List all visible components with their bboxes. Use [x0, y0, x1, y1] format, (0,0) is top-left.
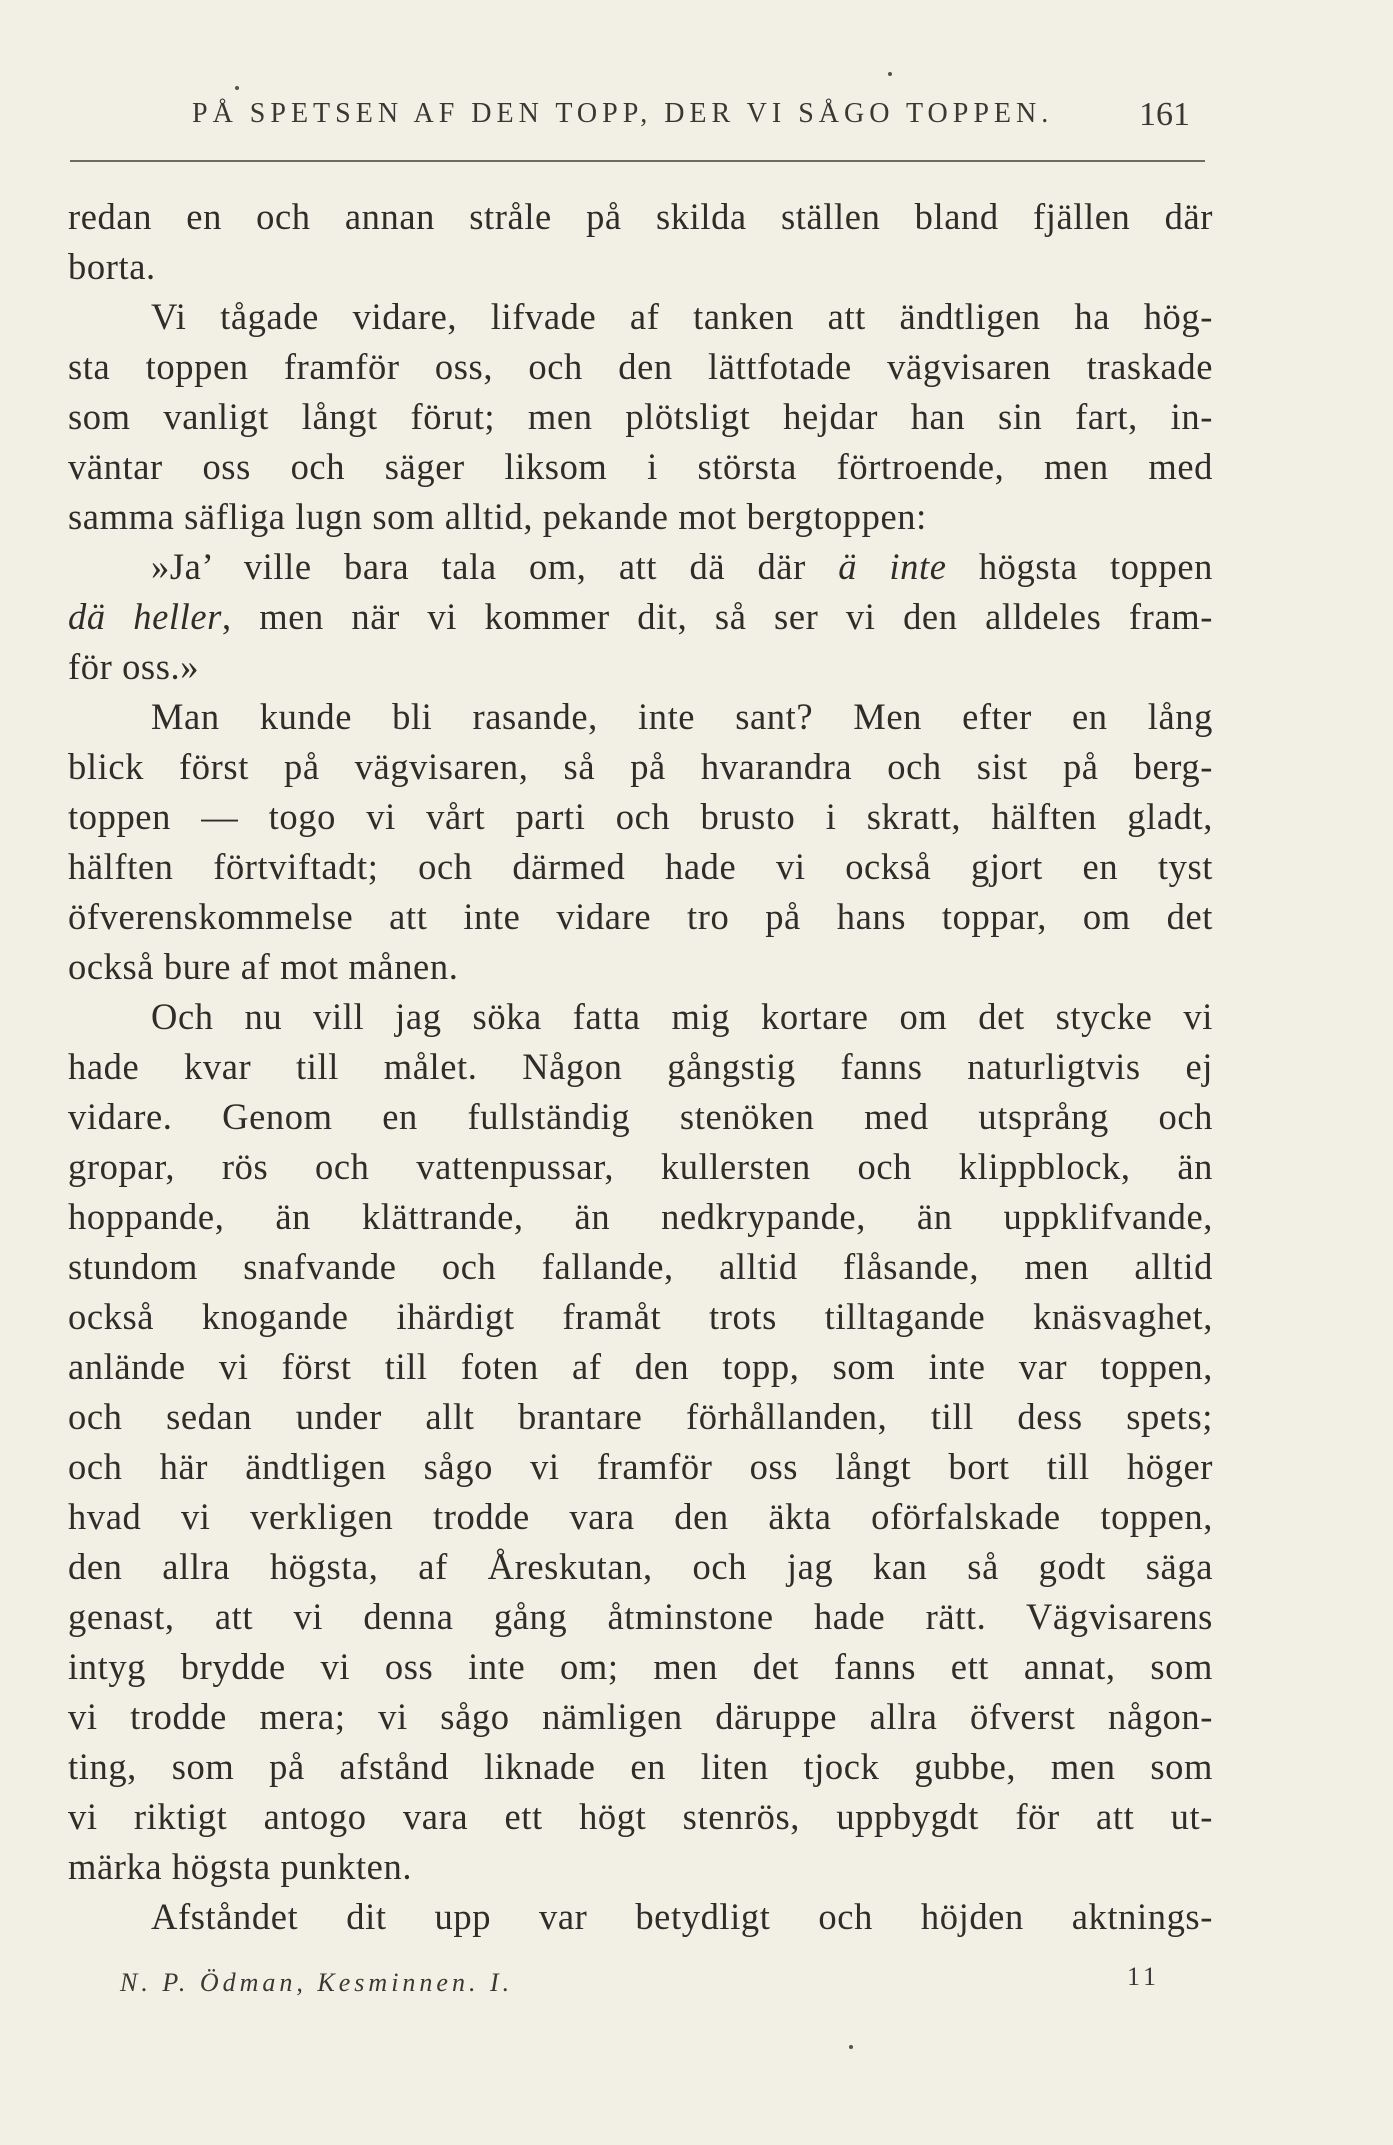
text-line: och här ändtligen sågo vi framför oss långt bort till höger: [68, 1446, 1213, 1487]
text-line: den allra högsta, af Åreskutan, och jag kan så godt säga: [68, 1546, 1213, 1587]
text-line: blick först på vägvisaren, så på hvarandra och sist på berg-: [68, 746, 1213, 787]
text-line: vi trodde mera; vi sågo nämligen däruppe allra öfverst någon-: [68, 1696, 1213, 1737]
paragraph-start-line: Afståndet dit upp var betydligt och höjden aktnings-: [151, 1896, 1213, 1937]
text-run: »Ja’ ville bara tala om, att dä där: [151, 546, 839, 587]
text-line: också knogande ihärdigt framåt trots tilltagande knäsvaghet,: [68, 1296, 1213, 1337]
italic-run: dä heller: [68, 596, 222, 637]
print-speck: [849, 2045, 853, 2049]
page-header: [68, 98, 1208, 138]
text-line: öfverenskommelse att inte vidare tro på hans toppar, om det: [68, 896, 1213, 937]
text-run: , men när vi kommer dit, så ser vi den alldeles fram-: [221, 596, 1213, 637]
text-line: vi riktigt antogo vara ett högt stenrös, uppbygdt för att ut-: [68, 1796, 1213, 1837]
page-footer: [120, 1962, 1160, 2008]
page-number: 161: [1139, 96, 1190, 133]
text-line: märka högsta punkten.: [68, 1846, 413, 1887]
paragraph-start-line: Man kunde bli rasande, inte sant? Men efter en lång: [151, 696, 1213, 737]
text-line: toppen — togo vi vårt parti och brusto i skratt, hälften gladt,: [68, 796, 1213, 837]
print-speck: [235, 86, 239, 90]
text-line: [68, 592, 1213, 642]
text-line: sta toppen framför oss, och den lättfotade vägvisaren traskade: [68, 346, 1213, 387]
text-line: som vanligt långt förut; men plötsligt hejdar han sin fart, in-: [68, 396, 1213, 437]
text-line: samma säfliga lugn som alltid, pekande mot bergtoppen:: [68, 496, 927, 537]
body-text: [68, 192, 1213, 1942]
text-line: borta.: [68, 246, 156, 287]
signature-line: N. P. Ödman, Kesminnen. I.: [120, 1968, 514, 1997]
text-line: intyg brydde vi oss inte om; men det fanns ett annat, som: [68, 1646, 1213, 1687]
text-line: hade kvar till målet. Någon gångstig fanns naturligtvis ej: [68, 1046, 1213, 1087]
paragraph-start-line: Vi tågade vidare, lifvade af tanken att ändtligen ha hög-: [151, 296, 1213, 337]
text-line: hoppande, än klättrande, än nedkrypande, än uppklifvande,: [68, 1196, 1213, 1237]
header-rule: [70, 160, 1205, 162]
text-line: redan en och annan stråle på skilda ställen bland fjällen där: [68, 196, 1213, 237]
text-line: väntar oss och säger liksom i största förtroende, men med: [68, 446, 1213, 487]
paragraph-start-line: Och nu vill jag söka fatta mig kortare om det stycke vi: [151, 996, 1213, 1037]
text-line: anlände vi först till foten af den topp, som inte var toppen,: [68, 1346, 1213, 1387]
text-line: också bure af mot månen.: [68, 946, 459, 987]
text-line: hvad vi verkligen trodde vara den äkta oförfalskade toppen,: [68, 1496, 1213, 1537]
text-line: gropar, rös och vattenpussar, kullersten och klippblock, än: [68, 1146, 1213, 1187]
sheet-number: 11: [1126, 1962, 1160, 1991]
text-line: genast, att vi denna gång åtminstone hade rätt. Vägvisarens: [68, 1596, 1213, 1637]
text-line: och sedan under allt brantare förhållanden, till dess spets;: [68, 1396, 1213, 1437]
text-line: vidare. Genom en fullständig stenöken med utsprång och: [68, 1096, 1213, 1137]
text-line: stundom snafvande och fallande, alltid flåsande, men alltid: [68, 1246, 1213, 1287]
paragraph-start-line: [68, 542, 1213, 592]
text-line: hälften förtviftadt; och därmed hade vi också gjort en tyst: [68, 846, 1213, 887]
print-speck: [888, 72, 892, 76]
running-title: PÅ SPETSEN AF DEN TOPP, DER VI SÅGO TOPPEN.: [192, 98, 1054, 129]
text-line: ting, som på afstånd liknade en liten tjock gubbe, men som: [68, 1746, 1213, 1787]
text-line: för oss.»: [68, 646, 200, 687]
text-run: högsta toppen: [946, 546, 1213, 587]
italic-run: ä inte: [838, 546, 947, 587]
